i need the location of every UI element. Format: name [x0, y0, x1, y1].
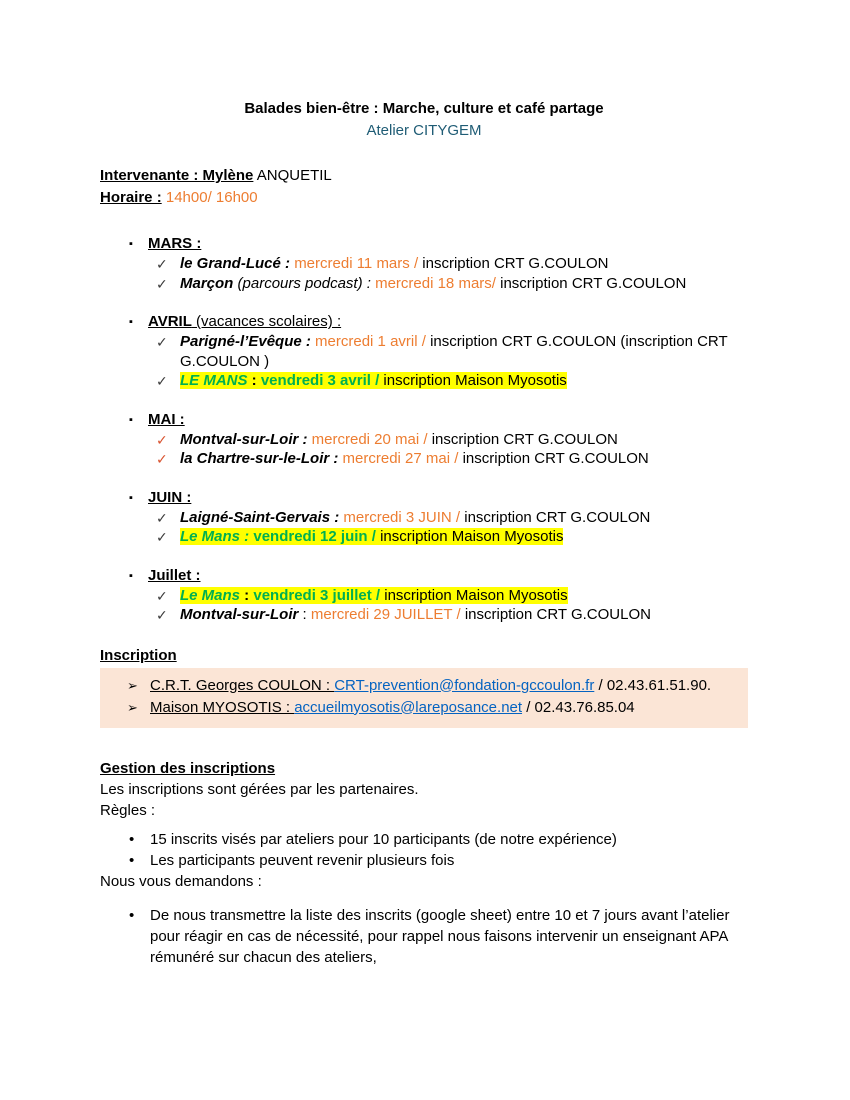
- contact-phone: / 02.43.76.85.04: [522, 698, 635, 716]
- month-section-juin: [100, 488, 748, 547]
- place-name: le Grand-Lucé :: [180, 255, 295, 272]
- inscription-heading-text: Inscription: [100, 646, 177, 664]
- contact-myosotis: [100, 697, 748, 719]
- inscription-text: inscription CRT G.COULON: [500, 274, 687, 292]
- check-icon: ✓: [156, 373, 168, 389]
- contact-label: C.R.T. Georges COULON :: [150, 676, 335, 694]
- date-text: mercredi 27 mai /: [342, 450, 463, 467]
- intervenante-label: Intervenante : Mylène: [100, 167, 254, 184]
- square-bullet-icon: ▪: [129, 569, 133, 582]
- inscription-text: inscription CRT G.COULON: [422, 255, 609, 272]
- month-heading-avril: [100, 312, 748, 332]
- doc-subtitle: Atelier CITYGEM: [366, 122, 482, 139]
- place-note: (parcours podcast) :: [237, 274, 376, 292]
- inscription-text: inscription CRT G.COULON: [464, 606, 651, 623]
- month-heading-note: (vacances scolaires) :: [191, 313, 342, 330]
- demandes-label: Nous vous demandons :: [100, 872, 262, 890]
- month-section-juillet: [100, 566, 748, 625]
- month-heading-text: AVRIL: [148, 313, 192, 330]
- month-heading-mars: [100, 234, 748, 254]
- date-text: mercredi 18 mars/: [375, 274, 501, 292]
- check-icon: ✓: [156, 275, 168, 292]
- regle-item: [100, 829, 748, 850]
- month-heading-juin: [100, 488, 748, 508]
- schedule-item-grand-luce: [100, 254, 748, 274]
- month-heading-mai: [100, 410, 748, 430]
- separator-text: :: [247, 372, 261, 389]
- check-icon: ✓: [156, 587, 168, 604]
- place-name: Parigné-l’Evêque :: [180, 333, 316, 350]
- date-text: mercredi 3 JUIN /: [343, 508, 465, 526]
- highlighted-text: [180, 528, 563, 545]
- inscription-text: inscription Maison Myosotis: [380, 528, 564, 545]
- place-name: Le Mans :: [180, 528, 254, 545]
- square-bullet-icon: ▪: [129, 491, 133, 504]
- date-text: vendredi 3 juillet /: [253, 586, 385, 604]
- myosotis-email-link[interactable]: accueilmyosotis@lareposance.net: [294, 698, 523, 716]
- arrow-bullet-icon: ➢: [127, 699, 138, 715]
- inscription-text: inscription CRT G.COULON: [462, 450, 649, 467]
- date-text: vendredi 12 juin /: [253, 528, 381, 545]
- crt-email-link[interactable]: CRT-prevention@fondation-gccoulon.fr: [334, 676, 595, 694]
- check-icon: ✓: [156, 607, 168, 623]
- month-section-mai: [100, 410, 748, 469]
- regle-text: Les participants peuvent revenir plusieurs fois: [150, 851, 455, 869]
- date-text: mercredi 11 mars /: [294, 255, 423, 272]
- check-icon: ✓: [156, 509, 168, 526]
- check-icon: ✓: [156, 256, 168, 272]
- square-bullet-icon: ▪: [129, 413, 133, 426]
- date-text: vendredi 3 avril /: [260, 372, 384, 389]
- month-heading-text: MAI :: [148, 410, 185, 428]
- contact-label: Maison MYOSOTIS :: [150, 698, 295, 716]
- place-name: Le Mans: [180, 586, 241, 604]
- place-name: Marçon: [180, 274, 238, 292]
- schedule-item-le-mans-avril: [100, 371, 748, 391]
- date-text: mercredi 1 avril /: [315, 333, 431, 350]
- schedule-item-marcon: [100, 274, 748, 294]
- gestion-section: [100, 758, 748, 968]
- check-icon: ✓: [156, 451, 168, 467]
- check-icon: ✓: [156, 334, 168, 350]
- check-icon: ✓: [156, 529, 168, 545]
- check-icon: ✓: [156, 431, 168, 448]
- place-name: Montval-sur-Loir: [180, 606, 299, 623]
- month-section-avril: [100, 312, 748, 391]
- highlighted-text: [180, 587, 568, 604]
- doc-title: Balades bien-être : Marche, culture et café partage: [244, 100, 604, 117]
- month-heading-juillet: [100, 566, 748, 586]
- highlighted-text: [180, 372, 567, 389]
- square-bullet-icon: ▪: [129, 316, 133, 328]
- meta-block: [100, 165, 748, 209]
- month-heading-text: MARS :: [148, 235, 202, 252]
- month-section-mars: [100, 234, 748, 293]
- inscription-heading: [100, 646, 748, 666]
- regle-text: 15 inscrits visés par ateliers pour 10 participants (de notre expérience): [150, 830, 617, 848]
- inscription-text: inscription CRT G.COULON (inscription CRT G.COULON ): [180, 333, 728, 370]
- gestion-heading: [100, 758, 748, 779]
- intervenante-value: ANQUETIL: [253, 167, 332, 184]
- place-name: la Chartre-sur-le-Loir :: [180, 450, 343, 467]
- regles-list: [100, 829, 748, 871]
- horaire-value: 14h00/ 16h00: [161, 189, 258, 206]
- inscription-text: inscription CRT G.COULON: [464, 508, 651, 526]
- separator-text: :: [298, 606, 311, 623]
- dot-bullet-icon: •: [129, 830, 135, 848]
- horaire-label: Horaire :: [100, 189, 162, 206]
- inscription-contacts-box: [100, 668, 748, 728]
- contact-phone: / 02.43.61.51.90.: [594, 676, 712, 694]
- inscription-text: inscription Maison Myosotis: [383, 372, 567, 389]
- square-bullet-icon: ▪: [129, 238, 133, 250]
- dot-bullet-icon: •: [129, 906, 135, 924]
- schedule-item-montval-mai: [100, 430, 748, 450]
- dot-bullet-icon: •: [129, 851, 135, 869]
- schedule-item-laigne: [100, 508, 748, 528]
- date-text: mercredi 20 mai /: [311, 430, 432, 448]
- demandes-list: [100, 905, 748, 968]
- demande-item: [100, 905, 748, 968]
- gestion-heading-text: Gestion des inscriptions: [100, 759, 276, 777]
- place-name: Montval-sur-Loir :: [180, 430, 312, 448]
- schedule-item-parigne: [100, 332, 748, 371]
- month-heading-text: Juillet :: [148, 566, 201, 584]
- schedule-item-le-mans-juillet: [100, 586, 748, 606]
- separator-text: :: [240, 586, 254, 604]
- schedule-list: [100, 234, 748, 625]
- regle-item: [100, 850, 748, 871]
- schedule-item-le-mans-juin: [100, 527, 748, 547]
- place-name: Laigné-Saint-Gervais :: [180, 508, 344, 526]
- demande-text: De nous transmettre la liste des inscrits (google sheet) entre 10 et 7 jours avant l’atelier pour réagir en cas de nécessité, pour rappel nous faisons intervenir un enseignant APA rémunéré sur chacun des ateliers,: [150, 906, 730, 966]
- arrow-bullet-icon: ➢: [127, 677, 138, 693]
- schedule-item-montval-juillet: [100, 605, 748, 625]
- date-text: mercredi 29 JUILLET /: [310, 606, 465, 623]
- inscription-text: inscription Maison Myosotis: [384, 586, 568, 604]
- intervenante-line: [100, 165, 748, 187]
- schedule-item-chartre: [100, 449, 748, 469]
- month-heading-text: JUIN :: [148, 488, 192, 506]
- horaire-line: [100, 187, 748, 209]
- gestion-paragraph: Les inscriptions sont gérées par les partenaires.: [100, 780, 419, 798]
- inscription-text: inscription CRT G.COULON: [431, 430, 618, 448]
- contact-crt: [100, 675, 748, 697]
- regles-label: Règles :: [100, 801, 156, 819]
- place-name: LE MANS: [180, 372, 248, 389]
